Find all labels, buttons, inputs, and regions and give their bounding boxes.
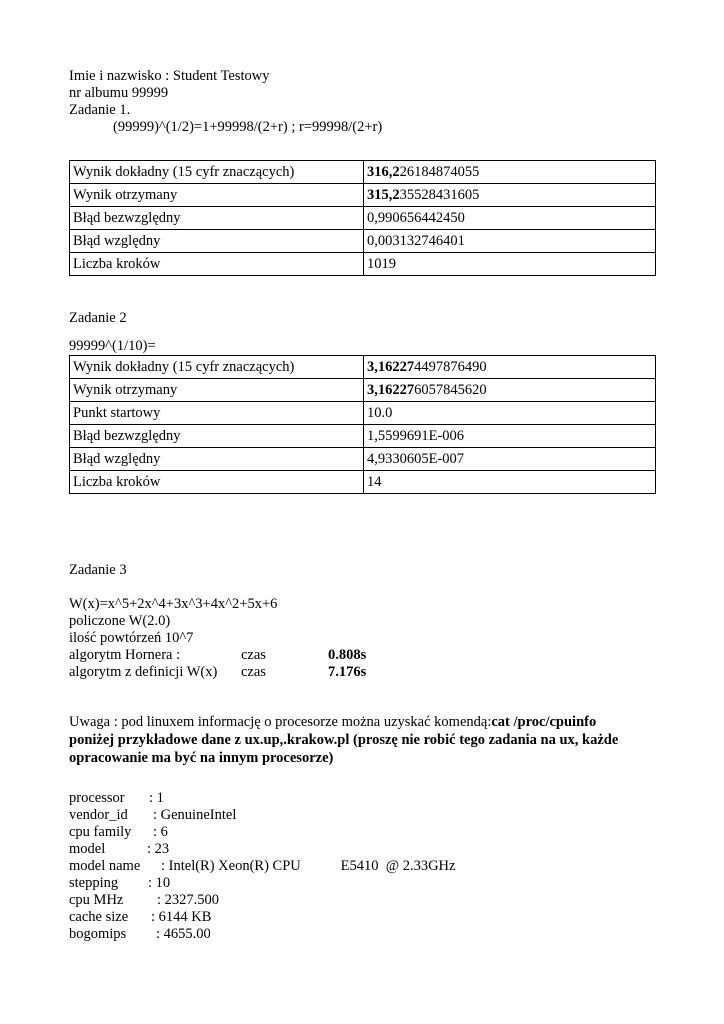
task1-value-significant: 316,2 xyxy=(367,164,400,180)
task2-value-cell xyxy=(364,448,656,471)
horner-time-label: czas xyxy=(241,647,266,663)
cpuinfo-key: cpu MHz xyxy=(69,892,124,908)
horner-time-value: 0.808s xyxy=(328,647,367,663)
cpuinfo-value: : 6144 KB xyxy=(151,909,212,925)
cpuinfo-value: : 1 xyxy=(149,790,164,806)
definition-time-value: 7.176s xyxy=(328,664,367,680)
task1-label-cell: Liczba kroków xyxy=(70,253,364,276)
task2-row xyxy=(70,402,656,425)
cpuinfo-key: cpu family xyxy=(69,824,132,840)
note-text: Uwaga : pod linuxem informację o procesorze można uzyskać komendą: xyxy=(69,714,492,730)
task1-value-rest: 1019 xyxy=(367,256,396,272)
cpuinfo-key: bogomips xyxy=(69,926,127,942)
task1-value-rest: 0,990656442450 xyxy=(367,210,465,226)
task2-label-cell: Liczba kroków xyxy=(70,471,364,494)
definition-time-label: czas xyxy=(241,664,266,680)
task1-row xyxy=(70,161,656,184)
document-page xyxy=(69,68,657,943)
cpuinfo-line xyxy=(69,875,657,892)
album-number-line: nr albumu 99999 xyxy=(69,85,169,101)
task2-value-cell xyxy=(364,471,656,494)
task2-value-cell xyxy=(364,425,656,448)
definition-label: algorytm z definicji W(x) xyxy=(69,664,218,680)
cpuinfo-key: processor xyxy=(69,790,125,806)
task1-value-cell xyxy=(364,253,656,276)
task2-value-rest: 1,5599691E-006 xyxy=(367,428,465,444)
task1-value-rest: 0,003132746401 xyxy=(367,233,465,249)
task2-row xyxy=(70,379,656,402)
cpuinfo-listing xyxy=(69,790,657,943)
task2-label-cell: Wynik otrzymany xyxy=(70,379,364,402)
task2-value-rest: 10.0 xyxy=(367,405,393,421)
task2-row xyxy=(70,471,656,494)
task1-value-cell xyxy=(364,184,656,207)
student-name-line: Imie i nazwisko : Student Testowy xyxy=(69,68,270,84)
task1-row xyxy=(70,253,656,276)
cpuinfo-key: model name xyxy=(69,858,141,874)
cpuinfo-key: cache size xyxy=(69,909,129,925)
task2-formula: 99999^(1/10)= xyxy=(69,338,156,354)
cpuinfo-key: stepping xyxy=(69,875,119,891)
cpuinfo-line xyxy=(69,909,657,926)
cpuinfo-value: : Intel(R) Xeon(R) CPU E5410 @ 2.33GHz xyxy=(161,858,456,874)
definition-timing-row xyxy=(69,664,657,681)
task2-title: Zadanie 2 xyxy=(69,310,127,326)
task3-title: Zadanie 3 xyxy=(69,562,127,578)
cpuinfo-value: : 23 xyxy=(147,841,170,857)
task2-row xyxy=(70,448,656,471)
task1-value-cell xyxy=(364,161,656,184)
task1-title: Zadanie 1. xyxy=(69,102,131,118)
task2-label-cell: Punkt startowy xyxy=(70,402,364,425)
task3-repeats: ilość powtórzeń 10^7 xyxy=(69,630,194,646)
task2-label-cell: Błąd bezwzględny xyxy=(70,425,364,448)
task1-results-table xyxy=(69,160,656,276)
horner-timing-row xyxy=(69,647,657,664)
task2-value-cell xyxy=(364,402,656,425)
task2-row xyxy=(70,356,656,379)
task2-value-rest: 6057845620 xyxy=(414,382,487,398)
cpuinfo-line xyxy=(69,892,657,909)
task3-polynomial: W(x)=x^5+2x^4+3x^3+4x^2+5x+6 xyxy=(69,596,278,612)
task2-row xyxy=(70,425,656,448)
cpuinfo-line xyxy=(69,824,657,841)
cpuinfo-value: : 10 xyxy=(148,875,171,891)
task2-results-table xyxy=(69,355,656,494)
task2-label-cell: Błąd względny xyxy=(70,448,364,471)
task1-value-cell xyxy=(364,230,656,253)
task2-value-rest: 14 xyxy=(367,474,382,490)
task1-value-significant: 315,2 xyxy=(367,187,400,203)
task1-value-cell xyxy=(364,207,656,230)
cpuinfo-value: : 4655.00 xyxy=(156,926,211,942)
cpuinfo-note xyxy=(69,713,657,767)
task2-label-cell: Wynik dokładny (15 cyfr znaczących) xyxy=(70,356,364,379)
cpuinfo-line xyxy=(69,858,657,875)
task1-value-rest: 35528431605 xyxy=(399,187,480,203)
cpuinfo-value: : 2327.500 xyxy=(157,892,220,908)
cpuinfo-key: vendor_id xyxy=(69,807,128,823)
cpuinfo-line xyxy=(69,926,657,943)
task2-value-significant: 3,16227 xyxy=(367,359,415,375)
task1-row xyxy=(70,184,656,207)
cpuinfo-value: : GenuineIntel xyxy=(153,807,237,823)
cpuinfo-line xyxy=(69,841,657,858)
task1-label-cell: Błąd bezwzględny xyxy=(70,207,364,230)
cpuinfo-line xyxy=(69,807,657,824)
task2-value-significant: 3,16227 xyxy=(367,382,415,398)
cpuinfo-value: : 6 xyxy=(153,824,168,840)
cpuinfo-key: model xyxy=(69,841,106,857)
task1-value-rest: 26184874055 xyxy=(399,164,480,180)
horner-label: algorytm Hornera : xyxy=(69,647,181,663)
note-line-2: poniżej przykładowe dane z ux.up,.krakow.pl (proszę nie robić tego zadania na ux, każde xyxy=(69,732,619,748)
note-command: cat /proc/cpuinfo xyxy=(491,714,597,730)
task2-value-rest: 4497876490 xyxy=(414,359,487,375)
note-line-3: opracowanie ma być na innym procesorze) xyxy=(69,750,334,766)
task2-value-cell xyxy=(364,356,656,379)
task2-value-cell xyxy=(364,379,656,402)
task1-label-cell: Błąd względny xyxy=(70,230,364,253)
task1-formula: (99999)^(1/2)=1+99998/(2+r) ; r=99998/(2+r) xyxy=(113,119,383,135)
task1-label-cell: Wynik dokładny (15 cyfr znaczących) xyxy=(70,161,364,184)
task1-row xyxy=(70,230,656,253)
task3-computed: policzone W(2.0) xyxy=(69,613,171,629)
task1-row xyxy=(70,207,656,230)
task1-label-cell: Wynik otrzymany xyxy=(70,184,364,207)
cpuinfo-line xyxy=(69,790,657,807)
task2-value-rest: 4,9330605E-007 xyxy=(367,451,465,467)
